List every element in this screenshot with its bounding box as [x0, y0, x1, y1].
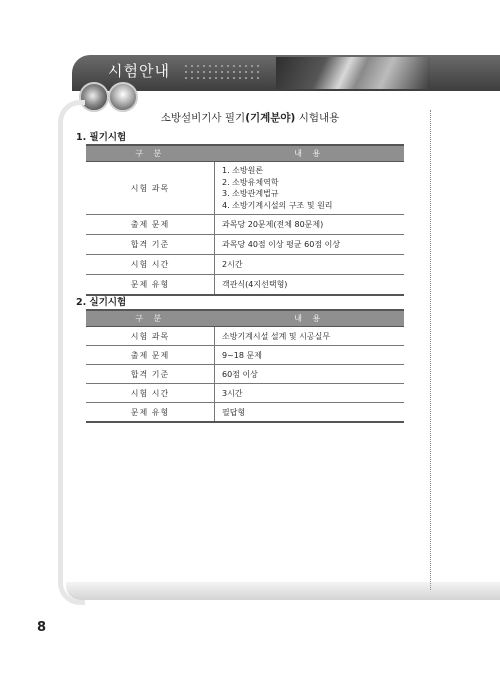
subject-item: 2. 소방유체역학	[222, 177, 279, 187]
table-header-row	[86, 145, 404, 162]
subjects-cell	[215, 162, 405, 215]
table-row	[86, 235, 404, 255]
header-photo	[276, 57, 430, 89]
written-exam-heading: 1. 필기시험	[76, 132, 127, 143]
header-category: 구 분	[86, 145, 215, 162]
row-value: 객관식(4지선택형)	[215, 275, 405, 296]
table-row	[86, 365, 404, 384]
table-header-row	[86, 310, 404, 327]
header-dot-pattern	[183, 63, 263, 83]
header-content: 내 용	[215, 310, 405, 327]
table-row	[86, 384, 404, 403]
page-number: 8	[37, 620, 47, 635]
row-label: 출제 문제	[86, 346, 215, 365]
row-label: 문제 유형	[86, 403, 215, 423]
margin-dotted-line	[430, 110, 431, 590]
title-suffix: 시험내용	[295, 112, 340, 124]
table-row	[86, 403, 404, 423]
row-value: 60점 이상	[215, 365, 405, 384]
row-value: 9~18 문제	[215, 346, 405, 365]
row-label: 시험 과목	[86, 162, 215, 215]
written-exam-table	[86, 144, 404, 296]
row-value: 과목당 20문제(전체 80문제)	[215, 215, 405, 235]
row-label: 합격 기준	[86, 235, 215, 255]
page-frame-left	[58, 100, 85, 605]
row-label: 시험 시간	[86, 384, 215, 403]
row-label: 출제 문제	[86, 215, 215, 235]
subject-item: 3. 소방관계법규	[222, 189, 279, 198]
table-row	[86, 346, 404, 365]
row-value: 소방기계시설 설계 및 시공실무	[215, 327, 405, 346]
table-row	[86, 327, 404, 346]
row-value: 2시간	[215, 255, 405, 275]
fire-hose-icon	[108, 82, 138, 112]
row-value: 3시간	[215, 384, 405, 403]
header-title: 시험안내	[108, 62, 170, 80]
practical-exam-table	[86, 309, 404, 423]
page-title	[0, 110, 500, 125]
header-content: 내 용	[215, 145, 405, 162]
table-row	[86, 255, 404, 275]
row-value: 과목당 40점 이상 평균 60점 이상	[215, 235, 405, 255]
row-label: 시험 시간	[86, 255, 215, 275]
table-row	[86, 275, 404, 296]
row-label: 시험 과목	[86, 327, 215, 346]
header-category: 구 분	[86, 310, 215, 327]
subject-item: 4. 소방기계시설의 구조 및 원리	[222, 200, 333, 210]
table-row	[86, 215, 404, 235]
table-row	[86, 162, 404, 215]
subject-item: 1. 소방원론	[222, 166, 264, 175]
row-label: 문제 유형	[86, 275, 215, 296]
practical-exam-heading: 2. 실기시험	[76, 297, 127, 308]
title-prefix: 소방설비기사 필기	[160, 112, 246, 124]
page-frame-bottom	[66, 582, 500, 600]
title-highlight: (기계분야)	[245, 112, 296, 124]
row-value: 필답형	[215, 403, 405, 423]
row-label: 합격 기준	[86, 365, 215, 384]
